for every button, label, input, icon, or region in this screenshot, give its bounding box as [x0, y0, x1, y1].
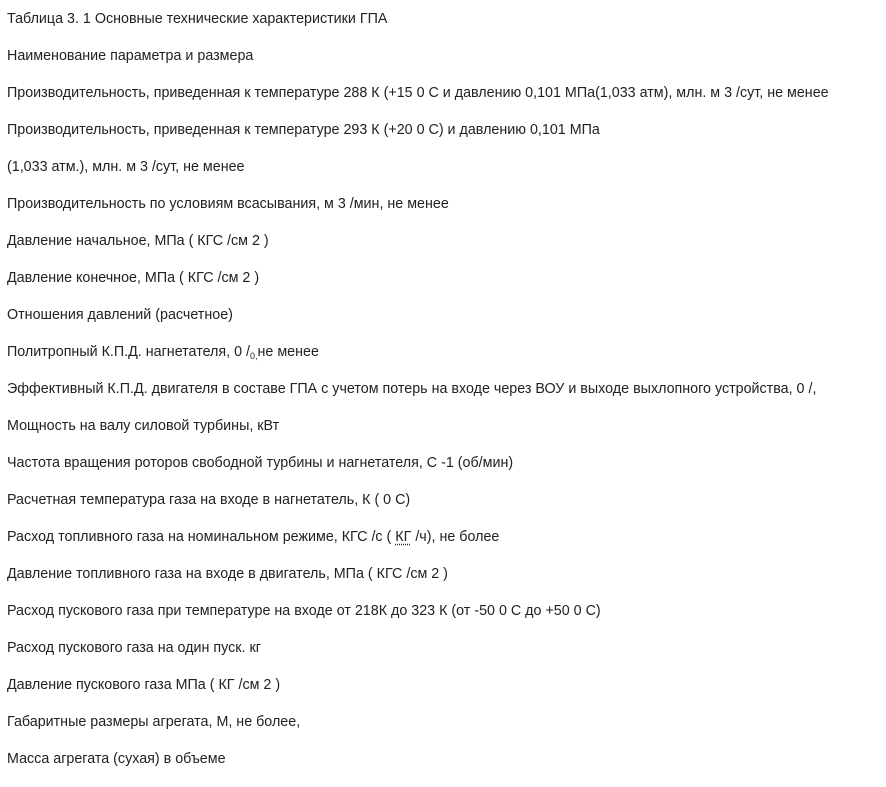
fuel-text: Расход топливного газа на номинальном режиме, КГС /с (: [7, 529, 396, 545]
parameter-line: Эффективный К.П.Д. двигателя в составе ГПА с учетом потерь на входе через ВОУ и выходе выхлопного устройства, 0 /,: [7, 381, 817, 397]
parameter-line: Давление конечное, МПа ( КГС /см 2 ): [7, 270, 260, 286]
parameter-line: Расчетная температура газа на входе в нагнетатель, К ( 0 С): [7, 492, 411, 508]
parameter-line: Расход пускового газа на один пуск. кг: [7, 640, 261, 656]
efficiency-suffix: не менее: [257, 344, 319, 360]
parameter-line: Давление начальное, МПа ( КГС /см 2 ): [7, 233, 269, 249]
parameter-line: Частота вращения роторов свободной турбины и нагнетателя, С -1 (об/мин): [7, 455, 514, 471]
parameter-line: Отношения давлений (расчетное): [7, 307, 233, 323]
parameter-line: (1,033 атм.), млн. м 3 /сут, не менее: [7, 159, 245, 175]
parameter-line: Расход пускового газа при температуре на входе от 218К до 323 К (от -50 0 С до +50 0 С): [7, 603, 601, 619]
parameter-line: Производительность по условиям всасывания, м 3 /мин, не менее: [7, 196, 449, 212]
parameter-line: Давление топливного газа на входе в двигатель, МПа ( КГС /см 2 ): [7, 566, 448, 582]
fuel-suffix: /ч), не более: [411, 529, 500, 545]
parameter-line-fuel: [7, 527, 882, 564]
parameter-line: Производительность, приведенная к температуре 288 К (+15 0 С и давлению 0,101 МПа(1,033 атм), млн. м 3 /сут, не менее: [7, 85, 829, 101]
parameter-header: Наименование параметра и размера: [7, 48, 254, 64]
parameter-line: Масса агрегата (сухая) в объеме: [7, 751, 226, 767]
parameter-line: Производительность, приведенная к температуре 293 К (+20 0 С) и давлению 0,101 МПа: [7, 122, 600, 138]
efficiency-subscript: 0,: [249, 351, 258, 361]
efficiency-text: Политропный К.П.Д. нагнетателя, 0 /: [7, 344, 250, 360]
parameter-line: Габаритные размеры агрегата, М, не более,: [7, 714, 301, 730]
abbreviation: КГ: [395, 529, 412, 545]
table-caption: Таблица 3. 1 Основные технические характеристики ГПА: [7, 11, 388, 27]
parameter-line: Мощность на валу силовой турбины, кВт: [7, 418, 280, 434]
parameter-line-efficiency: [7, 342, 882, 379]
parameter-line: Давление пускового газа МПа ( КГ /см 2 ): [7, 677, 281, 693]
document-body: [7, 9, 882, 786]
